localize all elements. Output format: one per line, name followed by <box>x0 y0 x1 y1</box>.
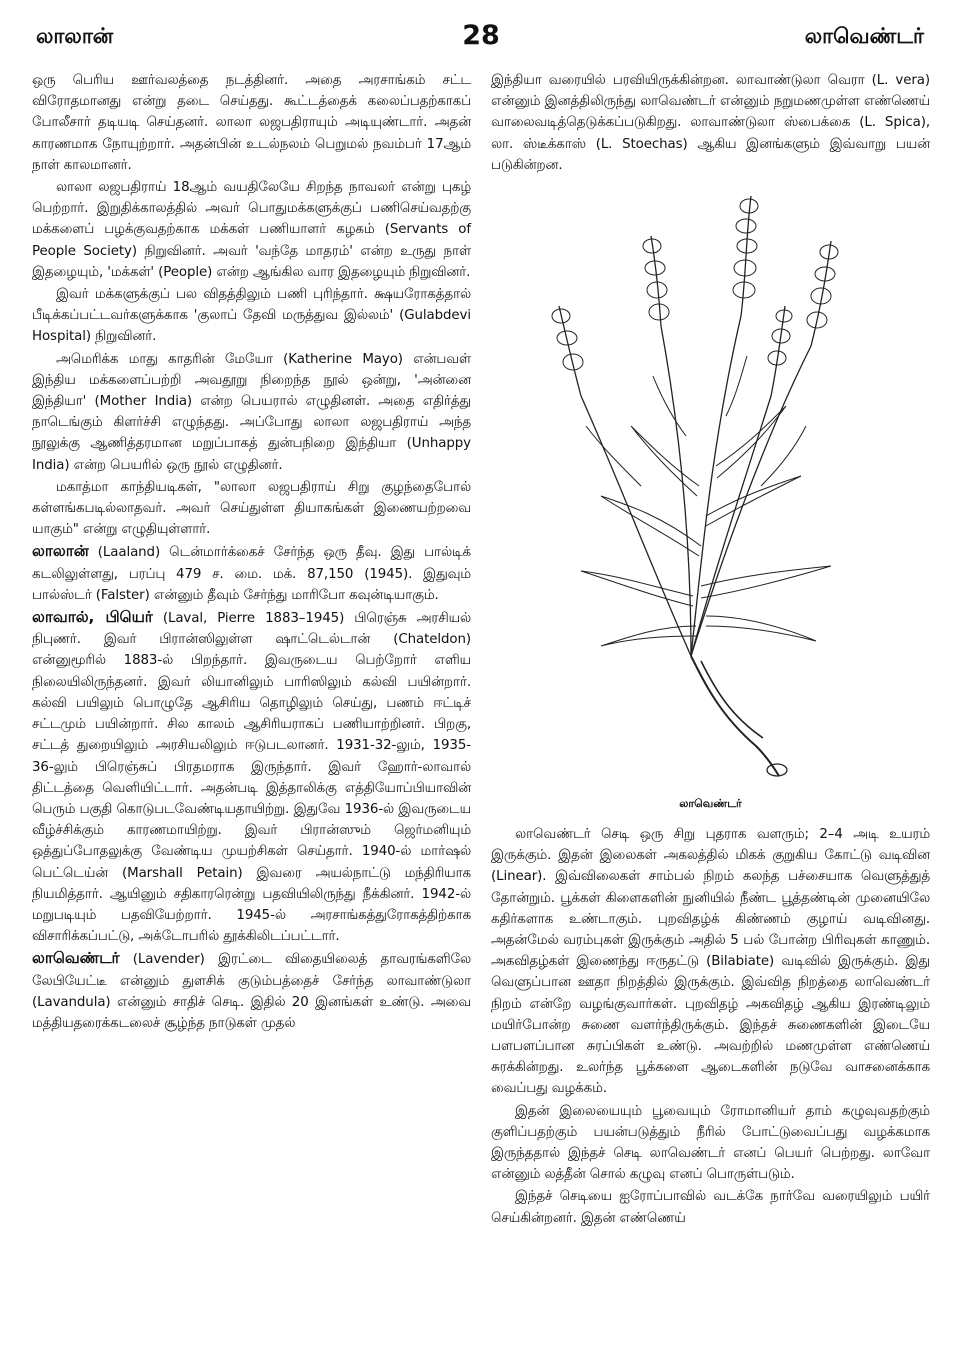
entry-text-laval: (Laval, Pierre 1883–1945) பிரெஞ்சு அரசியல் நிபுணர். இவர் பிரான்ஸிலுள்ள ஷாட்டெல்டான் (Chateldon) என்னுமூரில் 1883-ல் பிறந்தார். இவருடைய பெற்றோர் எளிய நிலையிலிருந்தனர். இவர் லியானிலும் பாரிஸிலும் கல்வி பயின்றார். கல்வி பயிலும் பொழுதே ஆசிரிய தொழிலும் செய்து, பணம் ஈட்டிச் சட்டமும் பயின்றார். சில காலம் ஆசிரியராகப் பணியாற்றினர். பிறகு, சட்டத் துறையிலும் அரசியலிலும் ஈடுபடலானர். 1931-32-லும், 1935-36-லும் பிரெஞ்சுப் பிரதமராக இருந்தார். இவர் ஹோர்-லாவால் திட்டத்தை வெளியிட்டார். அதன்படி இத்தாலிக்கு எத்தியோப்பியாவின் பெரும் பகுதி கொடுபடவேண்டியதாயிற்று. இதுவே 1936-ல் இவருடைய வீழ்ச்சிக்கும் காரணமாயிற்று. இவர் பிரான்ஸும் ஜெர்மனியும் ஒத்துப்போதலுக்கு வேண்டிய முயற்சிகள் செய்தார். 1940-ல் மார்ஷல் பெட்டெய்ன் (Marshall Petain) இவரை அயல்நாட்டு மந்திரியாக நியமித்தார். ஆயினும் சதிகாரரென்று பதவியிலிருந்து நீக்கினர். 1942-ல் மறுபடியும் பதவியேற்றார். 1945-ல் அரசாங்கத்துரோகத்திற்காக விசாரிக்கப்பட்டு, அக்டோபரில் தூக்கிலிடப்பட்டார். <box>32 611 472 945</box>
header-right-guideword: லாவெண்டர் <box>804 24 924 48</box>
lalaji-para-1: ஒரு பெரிய ஊர்வலத்தை நடத்தினர். அதை அரசாங்கம் சட்ட விரோதமானது என்று தடை செய்தது. கூட்டத்தைக் கலைப்பதற்காகப் போலீசார் தடியடி செய்தனர். லாலா லஜபதிராயும் அடியுண்டார். அதன் காரணமாக நோயுற்றார். அதன்பின் உடல்நலம் பெறுமல் நவம்பர் 17ஆம் நாள் காலமானர். <box>32 73 471 173</box>
lalaji-para-3: இவர் மக்களுக்குப் பல விதத்திலும் பணி புரிந்தார். க்ஷயரோகத்தால் பீடிக்கப்பட்டவர்களுக்காக 'குலாப் தேவி மருத்துவ இல்லம்' (Gulabdevi Hospital) நிறுவினர். <box>32 287 471 345</box>
lavender-para-4: இந்தச் செடியை ஐரோப்பாவில் வடக்கே நார்வே வரையிலும் பயிர் செய்கின்றனர். இதன் எண்ணெய் <box>491 1189 930 1226</box>
page-header <box>32 20 930 70</box>
entry-title-laval: லாவால், பியெர் <box>32 608 153 627</box>
left-column <box>32 70 471 1230</box>
right-column <box>491 70 930 1230</box>
lavender-para-1: இந்தியா வரையில் பரவியிருக்கின்றன. லாவாண்டுலா வெரா (L. vera) என்னும் இனத்திலிருந்து லாவெண்டர் என்னும் நறுமணமுள்ள எண்ணெய் வாலைவடித்தெடுக்கப்படுகிறது. லாவாண்டுலா ஸ்பைக்கை (L. Spica), லா. ஸ்டீக்காஸ் (L. Stoechas) ஆகிய இனங்களும் இவ்வாறு பயன் படுகின்றன. <box>491 73 930 173</box>
lavender-para-2: லாவெண்டர் செடி ஒரு சிறு புதராக வளரும்; 2–4 அடி உயரம் இருக்கும். இதன் இலைகள் அகலத்தில் மிகக் குறுகிய கோட்டு வடிவின (Linear). இவ்விலைகள் சாம்பல் நிறம் கலந்த பச்சையாக வெளுத்துத் தோன்றும். பூக்கள் கிளைகளின் நுனியில் நீண்ட பூத்தண்டின் முனையிலே கதிர்களாக உண்டாகும். புறவிதழ்க் கிண்ணம் குழாய் வடிவினது. அதன்மேல் வரம்புகள் இருக்கும் அதில் 5 பல் போன்ற பிரிவுகள் காணும். அகவிதழ்கள் இணைந்து ஈருதட்டு (Bilabiate) வடிவில் இருக்கும். இது வெளுப்பான ஊதா நிறத்தில் இருக்கும். இவ்வித நிறத்தை லாவெண்டர் நிறம் என்றே வழங்குவார்கள். புறவிதழ் அகவிதழ் ஆகிய இரண்டிலும் மயிர்போன்ற சுணை வளர்ந்திருக்கும். இந்தச் சுணைகளின் இடையே பளபளப்பான சுரப்பிகள் உண்டு. அவற்றில் மணமுள்ள எண்ணெய் சுரக்கின்றது. உலர்ந்த பூக்களை ஆடைகளின் நடுவே வாசனைக்காக வைப்பது வழக்கம். <box>491 827 930 1097</box>
entry-text-lavender: (Lavender) இரட்டை விதையிலைத் தாவரங்களிலே லேபியேட்டீ என்னும் துளசிக் குடும்பத்தைச் சேர்ந்த லாவாண்டுலா (Lavandula) என்னும் சாதிச் செடி. இதில் 20 இனங்கள் உண்டு. அவை மத்தியதரைக்கடலைச் சூழ்ந்த நாடுகள் முதல் <box>32 952 471 1031</box>
entry-lavender <box>32 948 471 1034</box>
entry-laval <box>32 607 471 947</box>
lavender-plant-drawing <box>541 186 881 786</box>
page-number: 28 <box>462 20 500 51</box>
entry-laaland <box>32 541 471 606</box>
lalaji-para-5: மகாத்மா காந்தியடிகள், "லாலா லஜபதிராய் சிறு குழந்தைபோல் கள்ளங்கபடில்லாதவர். அவர் செய்துள்ள தியாகங்கள் இணையற்றவை யாகும்" என்று எழுதியுள்ளார். <box>32 479 471 538</box>
lalaji-para-4: அமெரிக்க மாது காதரின் மேயோ (Katherine Mayo) என்பவள் இந்திய மக்களைப்பற்றி அவதூறு நிறைந்த நூல் ஒன்று, 'அன்னை இந்தியா' (Mother India) என்ற பெயரால் எழுதினள். அதை எதிர்த்து நாடெங்கும் கிளர்ச்சி எழுந்தது. அப்போது லாலா லஜபதிராய் அந்த நூலுக்கு ஆணித்தரமான மறுப்பாகத் துன்பநிறை இந்தியா (Unhappy India) என்ற பெயரில் ஒரு நூல் எழுதினர். <box>32 351 471 473</box>
entry-text-laaland: (Laaland) டென்மார்க்கைச் சேர்ந்த ஒரு தீவு. இது பால்டிக் கடலிலுள்ளது, பரப்பு 479 ச. மை. மக். 87,150 (1945). இதுவும் பால்ஸ்டர் (Falster) என்னும் தீவும் சேர்ந்து மாரிபோ கவுன்டியாகும். <box>32 545 471 603</box>
lavender-para-3: இதன் இலையையும் பூவையும் ரோமானியர் தாம் கழுவுவதற்கும் குளிப்பதற்கும் பயன்படுத்தும் நீரில் போட்டுவைப்பது வழக்கமாக இருந்ததால் இந்தச் செடி லாவெண்டர் எனப் பெயர் பெற்றது. லாவோ என்னும் லத்தீன் சொல் கழுவு எனப் பொருள்படும். <box>491 1103 930 1183</box>
header-left-guideword: லாலான் <box>36 24 114 48</box>
figure-caption: லாவெண்டர் <box>679 797 742 811</box>
entry-title-laaland: லாலான் <box>32 542 89 561</box>
lalaji-para-2: லாலா லஜபதிராய் 18ஆம் வயதிலேயே சிறந்த நாவலர் என்று புகழ் பெற்றார். இறுதிக்காலத்தில் அவர் பொதுமக்களுக்குப் பணிசெய்வதற்கு மக்களைப் பழக்குவதற்காக மக்கள் பணியாளர் கழகம் (Servants of People Society) நிறுவினர். அவர் 'வந்தே மாதரம்' என்ற உருது நாள் இதழையும், 'மக்கள்' (People) என்ற ஆங்கில வார இதழையும் நிறுவினர். <box>32 180 471 280</box>
lavender-illustration <box>491 186 930 816</box>
entry-title-lavender: லாவெண்டர் <box>32 949 120 968</box>
